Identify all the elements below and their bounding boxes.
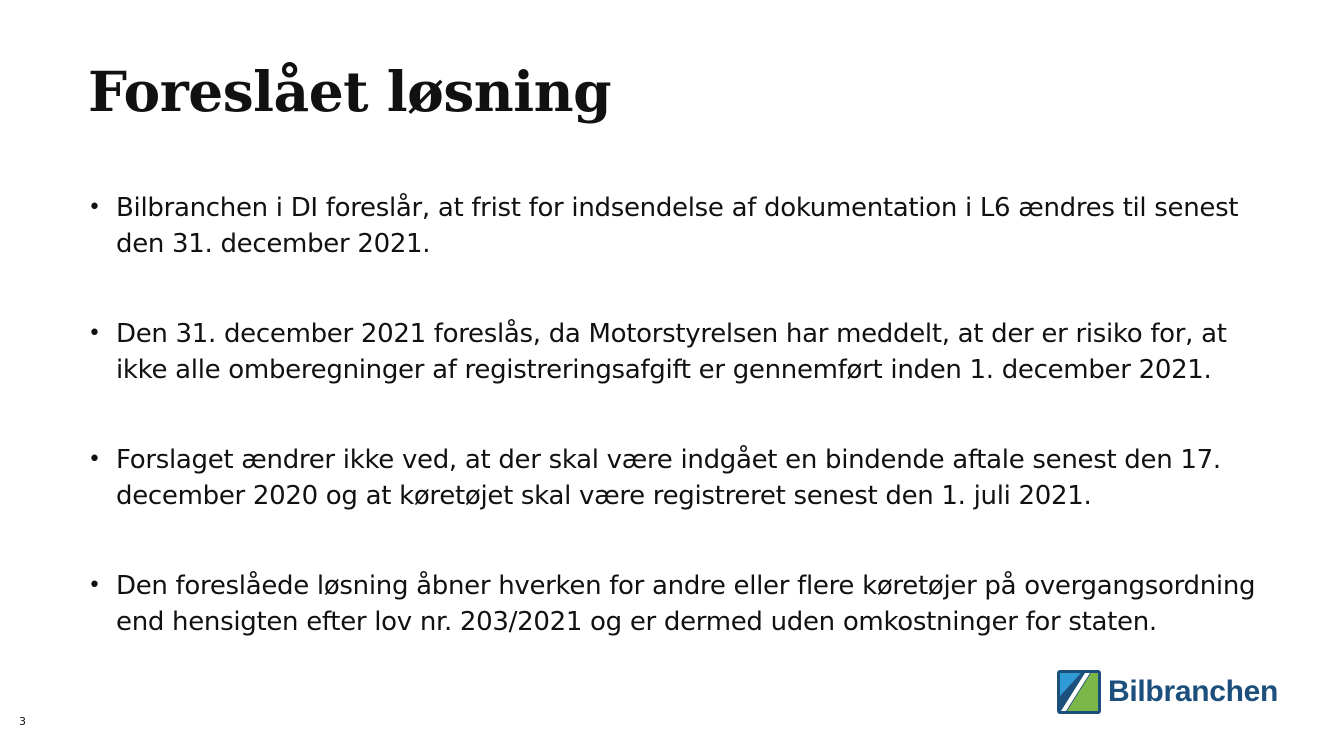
bullet-marker: • bbox=[88, 195, 101, 220]
bullet-text: Den 31. december 2021 foreslås, da Motorstyrelsen har meddelt, at der er risiko for, at ikke alle omberegninger af registreringsafgift er gennemført inden 1. december 2021. bbox=[116, 319, 1227, 385]
slide-title: Foreslået løsning bbox=[88, 59, 612, 124]
bilbranchen-logo-icon bbox=[1057, 670, 1101, 714]
slide-number: 3 bbox=[19, 715, 26, 728]
bullet-marker: • bbox=[88, 321, 101, 346]
bullet-text: Den foreslåede løsning åbner hverken for andre eller flere køretøjer på overgangsordning end hensigten efter lov nr. 203/2021 og er dermed uden omkostninger for staten. bbox=[116, 571, 1256, 637]
bullet-text: Forslaget ændrer ikke ved, at der skal være indgået en bindende aftale senest den 17. december 2020 og at køretøjet skal være registreret senest den 1. juli 2021. bbox=[116, 445, 1221, 511]
bullet-item bbox=[88, 568, 1263, 640]
bullet-marker: • bbox=[88, 447, 101, 472]
logo-text: Bilbranchen bbox=[1108, 675, 1279, 708]
bullet-marker: • bbox=[88, 573, 101, 598]
bullet-text: Bilbranchen i DI foreslår, at frist for indsendelse af dokumentation i L6 ændres til senest den 31. december 2021. bbox=[116, 193, 1239, 259]
bilbranchen-logo bbox=[1057, 670, 1278, 714]
bullet-item bbox=[88, 190, 1263, 262]
bullet-item bbox=[88, 442, 1263, 514]
bullet-list bbox=[88, 190, 1263, 694]
bullet-item bbox=[88, 316, 1263, 388]
